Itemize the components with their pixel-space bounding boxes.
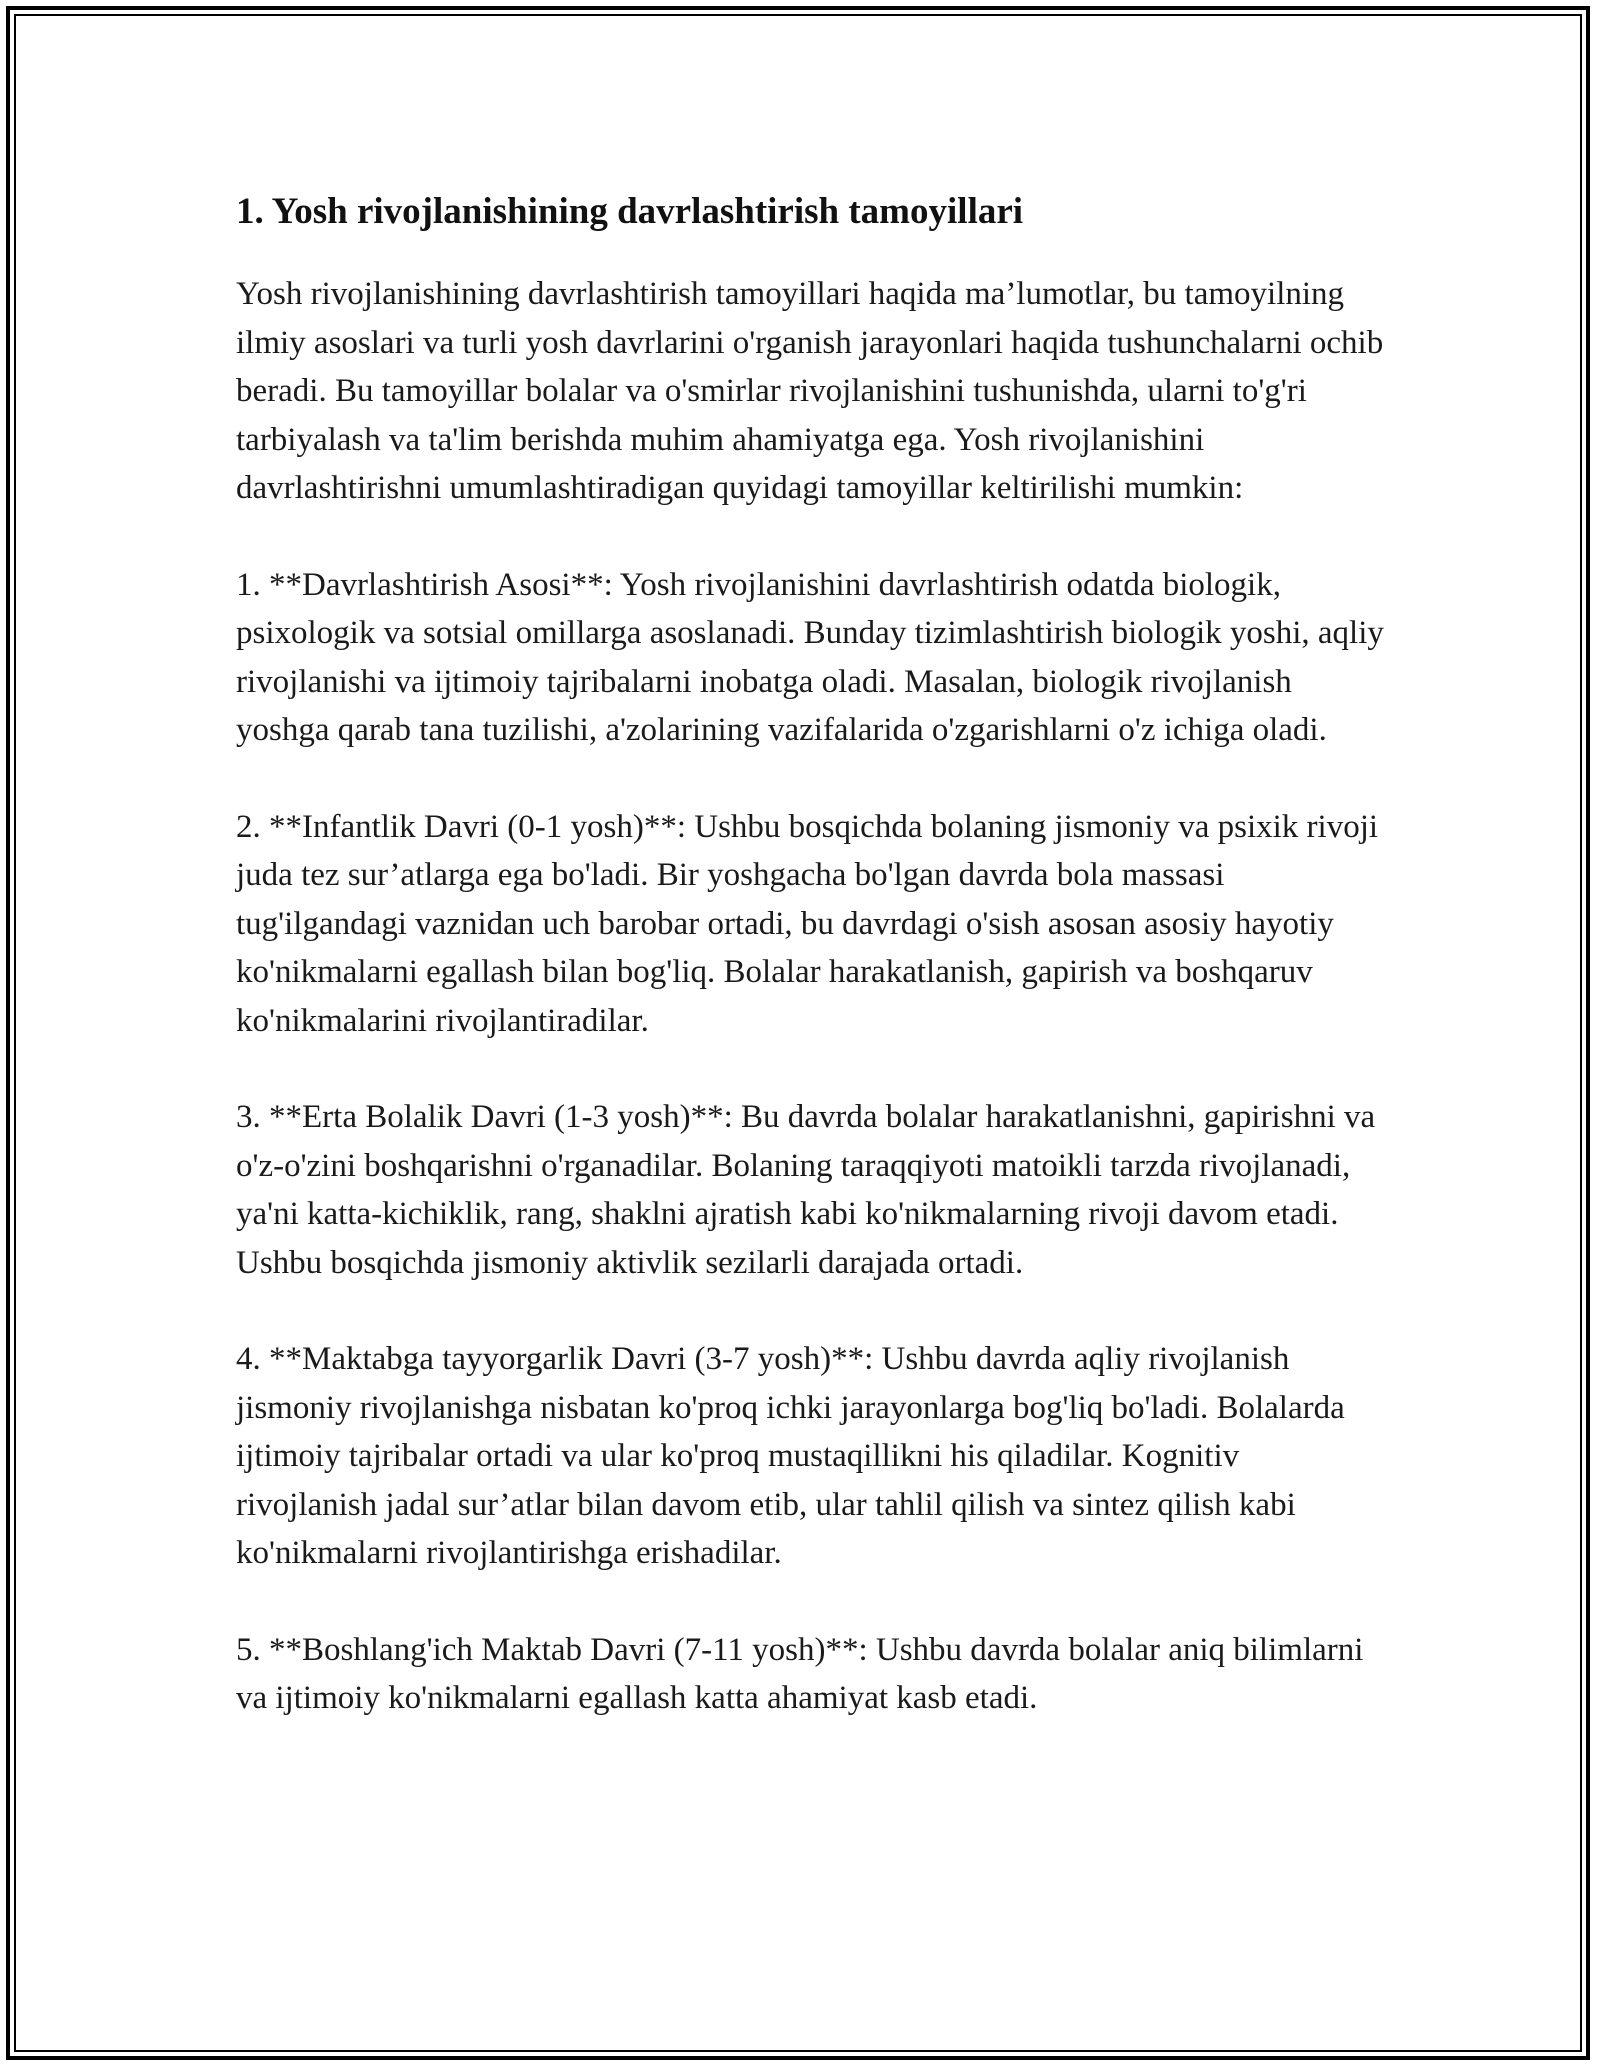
paragraph-infantlik-davri: 2. **Infantlik Davri (0-1 yosh)**: Ushbu bosqichda bolaning jismoniy va psixik rivoji juda tez sur’atlarga ega bo'ladi. Bir yoshgacha bo'lgan davrda bola massasi tug'ilgandagi vaznidan uch barobar ortadi, bu davrdagi o'sish asosan asosiy hayotiy ko'nikmalarni egallash bilan bog'liq. Bolalar harakatlanish, gapirish va boshqaruv ko'nikmalarini rivojlantiradilar. [236,808,1379,1039]
paragraph-maktabga-tayyorgarlik-davri: 4. **Maktabga tayyorgarlik Davri (3-7 yosh)**: Ushbu davrda aqliy rivojlanish jismoniy rivojlanishga nisbatan ko'proq ichki jarayonlarga bog'liq bo'ladi. Bolalarda ijtimoiy tajribalar ortadi va ular ko'proq mustaqillikni his qiladilar. Kognitiv rivojlanish jadal sur’atlar bilan davom etib, ular tahlil qilish va sintez qilish kabi ko'nikmalarni rivojlantirishga erishadilar. [236,1341,1345,1571]
paragraph-davrlashtirish-asosi: 1. **Davrlashtirish Asosi**: Yosh rivojlanishini davrlashtirish odatda biologik, psixologik va sotsial omillarga asoslanadi. Bunday tizimlashtirish biologik yoshi, aqliy rivojlanishi va ijtimoiy tajribalarni inobatga oladi. Masalan, biologik rivojlanish yoshga qarab tana tuzilishi, a'zolarining vazifalarida o'zgarishlarni o'z ichiga oladi. [236,566,1384,748]
paragraph-erta-bolalik-davri: 3. **Erta Bolalik Davri (1-3 yosh)**: Bu davrda bolalar harakatlanishni, gapirishni va o'z-o'zini boshqarishni o'rganadilar. Bolaning taraqqiyoti matoikli tarzda rivojlanadi, ya'ni katta-kichiklik, rang, shaklni ajratish kabi ko'nikmalarning rivoji davom etadi. Ushbu bosqichda jismoniy aktivlik sezilarli darajada ortadi. [236,1099,1376,1281]
document-body [236,188,1386,1771]
document-title: 1. Yosh rivojlanishining davrlashtirish tamoyillari [236,191,1024,232]
paragraph-intro: Yosh rivojlanishining davrlashtirish tamoyillari haqida ma’lumotlar, bu tamoyilning ilmiy asoslari va turli yosh davrlarini o'rganish jarayonlari haqida tushunchalarni ochib beradi. Bu tamoyillar bolalar va o'smirlar rivojlanishini tushunishda, ularni to'g'ri tarbiyalash va ta'lim berishda muhim ahamiyatga ega. Yosh rivojlanishini davrlashtirishni umumlashtiradigan quyidagi tamoyillar keltirilishi mumkin: [236,276,1384,506]
paragraph-boshlangich-maktab-davri: 5. **Boshlang'ich Maktab Davri (7-11 yosh)**: Ushbu davrda bolalar aniq bilimlarni va ijtimoiy ko'nikmalarni egallash katta ahamiyat kasb etadi. [236,1631,1364,1716]
